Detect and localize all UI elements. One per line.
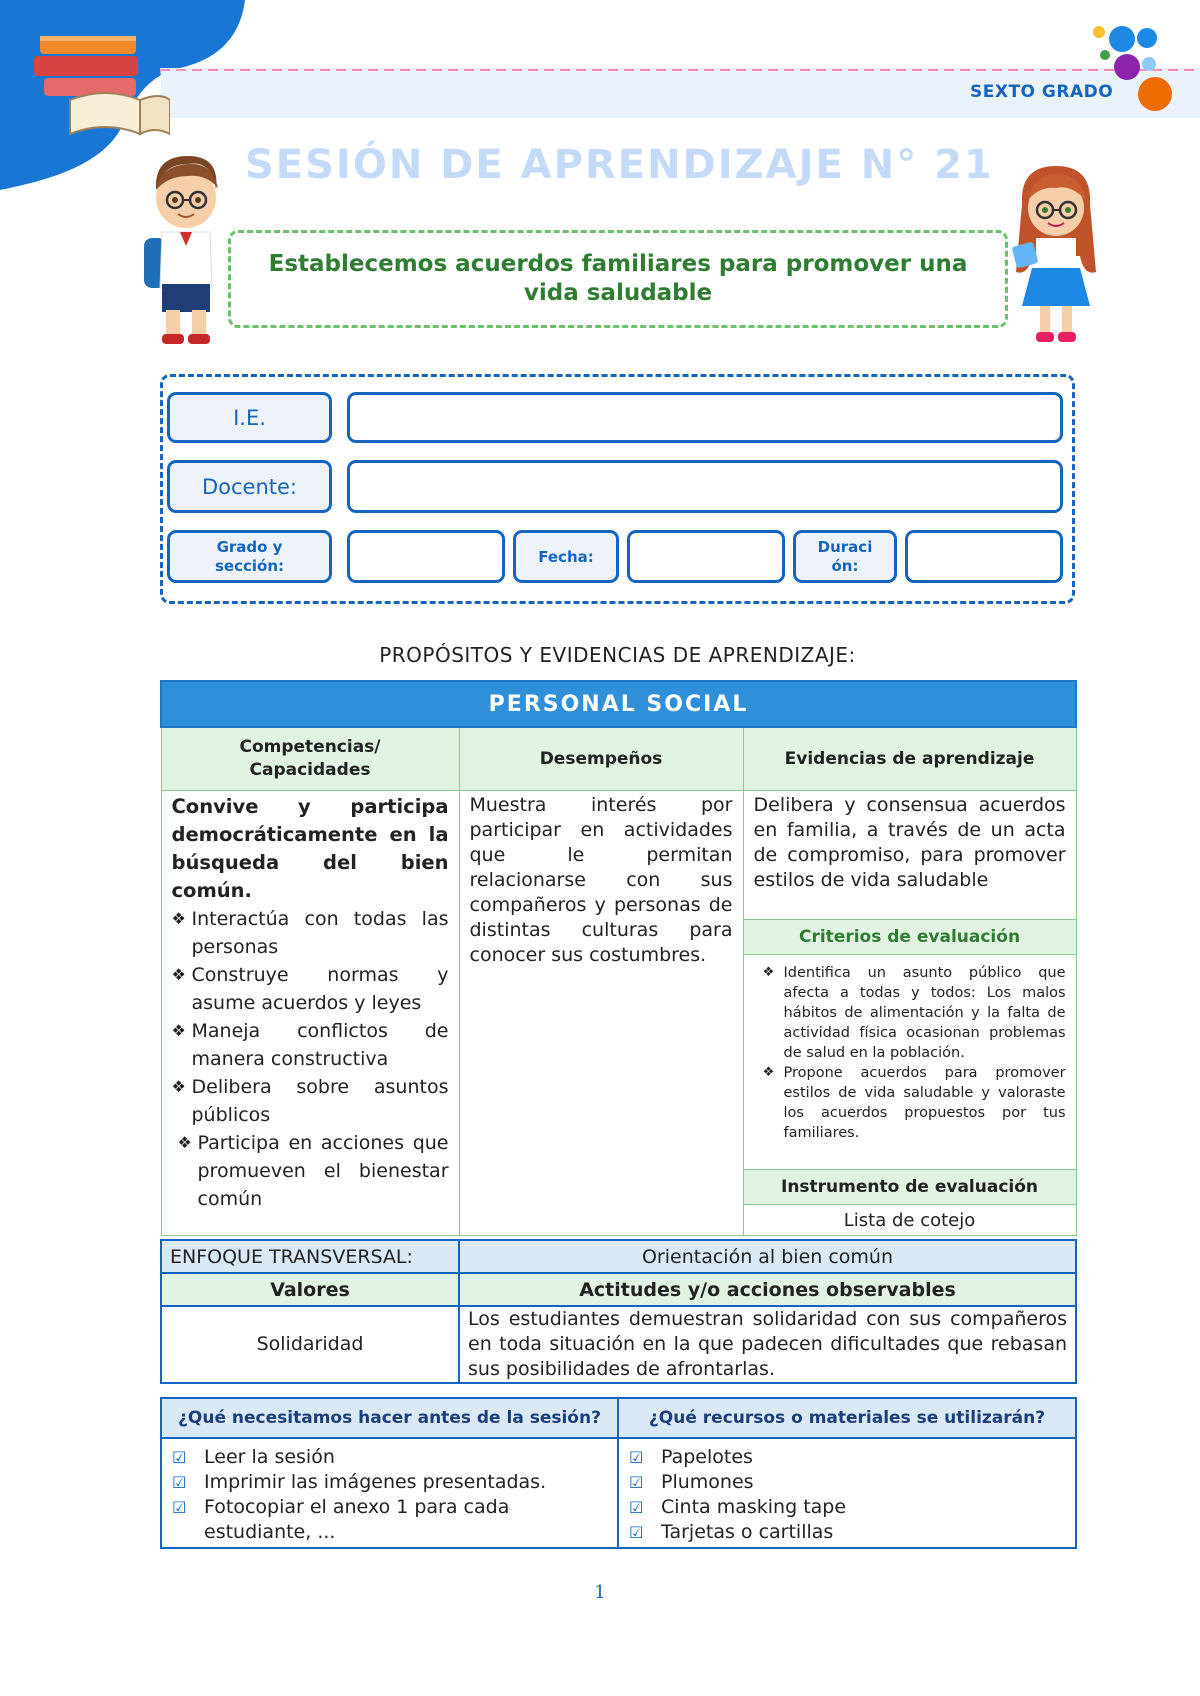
checkbox-icon: ☑ <box>629 1498 644 1517</box>
ie-label: I.E. <box>167 392 332 443</box>
ie-field[interactable] <box>347 392 1063 443</box>
valor-cell: Solidaridad <box>161 1306 459 1383</box>
header-desempenos: Desempeños <box>459 727 743 791</box>
purposes-table <box>160 680 1077 1236</box>
list-item: ❖ Identifica un asunto público que afecta a todas y todos: Los malos hábitos de alimentación y la falta de actividad física ocasionan problemas de salud en la población. <box>762 965 1066 1061</box>
list-item: ☑ Cinta masking tape <box>629 1496 847 1518</box>
valores-header: Valores <box>161 1273 459 1306</box>
materials-cell <box>618 1438 1076 1548</box>
enfoque-label: ENFOQUE TRANSVERSAL: <box>161 1240 459 1273</box>
fecha-field[interactable] <box>627 530 785 583</box>
list-item: ☑ Tarjetas o cartillas <box>629 1521 834 1543</box>
page-number: 1 <box>594 1582 606 1603</box>
list-item: ☑ Papelotes <box>629 1446 753 1468</box>
desempenos-cell: Muestra interés por participar en actividades que le permitan relacionarse con sus compañeros y personas de distintas culturas para conocer sus costumbres. <box>459 791 743 1236</box>
instrumento-cell: Lista de cotejo <box>743 1205 1076 1236</box>
list-item: ☑ Leer la sesión <box>172 1446 335 1468</box>
checkbox-icon: ☑ <box>172 1473 187 1492</box>
instrumento-header: Instrumento de evaluación <box>743 1170 1076 1205</box>
page-title: SESIÓN DE APRENDIZAJE N° 21 <box>245 142 994 188</box>
area-header: PERSONAL SOCIAL <box>161 681 1076 727</box>
materials-header: ¿Qué recursos o materiales se utilizarán? <box>618 1398 1076 1438</box>
checkbox-icon: ☑ <box>172 1498 187 1517</box>
fecha-label: Fecha: <box>513 530 619 583</box>
list-item: ❖ Propone acuerdos para promover estilos de vida saludable y valoraste los acuerdos propuestos por tus familiares. <box>762 1065 1066 1141</box>
docente-label: Docente: <box>167 460 332 513</box>
section-heading: PROPÓSITOS Y EVIDENCIAS DE APRENDIZAJE: <box>379 643 856 667</box>
boy-student-illustration <box>140 150 232 348</box>
enfoque-table <box>160 1239 1077 1384</box>
preparation-table <box>160 1397 1077 1549</box>
competencia-title: Convive y participa democráticamente en la búsqueda del bien común. <box>171 795 449 902</box>
books-icon <box>30 22 170 142</box>
list-item: ❖ Delibera sobre asuntos públicos <box>171 1076 449 1126</box>
criterios-header: Criterios de evaluación <box>743 920 1076 955</box>
grado-seccion-label: Grado y sección: <box>167 530 332 583</box>
criterios-cell <box>743 955 1076 1170</box>
checkbox-icon: ☑ <box>629 1523 644 1542</box>
checkbox-icon: ☑ <box>629 1473 644 1492</box>
actitudes-header: Actitudes y/o acciones observables <box>459 1273 1076 1306</box>
list-item: ☑ Fotocopiar el anexo 1 para cada estudiante, ... <box>172 1496 510 1543</box>
list-item: ❖ Maneja conflictos de manera constructiva <box>171 1020 449 1070</box>
docente-field[interactable] <box>347 460 1063 513</box>
list-item: ☑ Plumones <box>629 1471 754 1493</box>
before-session-cell <box>161 1438 618 1548</box>
competencias-cell <box>161 791 459 1236</box>
actitud-cell: Los estudiantes demuestran solidaridad con sus compañeros en toda situación en la que padecen dificultades que rebasan sus posibilidades de afrontarlas. <box>459 1306 1076 1383</box>
list-item: ❖ Construye normas y asume acuerdos y leyes <box>171 964 449 1014</box>
header-evidencias: Evidencias de aprendizaje <box>743 727 1076 791</box>
header-competencias: Competencias/ Capacidades <box>161 727 459 791</box>
girl-student-illustration <box>1010 160 1102 350</box>
checkbox-icon: ☑ <box>172 1448 187 1467</box>
session-subtitle-box <box>228 230 1008 328</box>
enfoque-value: Orientación al bien común <box>459 1240 1076 1273</box>
evidencia-cell: Delibera y consensua acuerdos en familia, a través de un acta de compromiso, para promover estilos de vida saludable <box>743 791 1076 920</box>
duracion-field[interactable] <box>905 530 1063 583</box>
grade-label: SEXTO GRADO <box>970 82 1114 102</box>
list-item: ❖ Interactúa con todas las personas <box>171 908 449 958</box>
duracion-label: Duraci ón: <box>793 530 897 583</box>
grado-seccion-field[interactable] <box>347 530 505 583</box>
list-item: ❖ Participa en acciones que promueven el bienestar común <box>177 1132 449 1210</box>
checkbox-icon: ☑ <box>629 1448 644 1467</box>
list-item: ☑ Imprimir las imágenes presentadas. <box>172 1471 547 1493</box>
session-subtitle: Establecemos acuerdos familiares para promover una vida saludable <box>268 251 968 306</box>
before-session-header: ¿Qué necesitamos hacer antes de la sesión? <box>161 1398 618 1438</box>
